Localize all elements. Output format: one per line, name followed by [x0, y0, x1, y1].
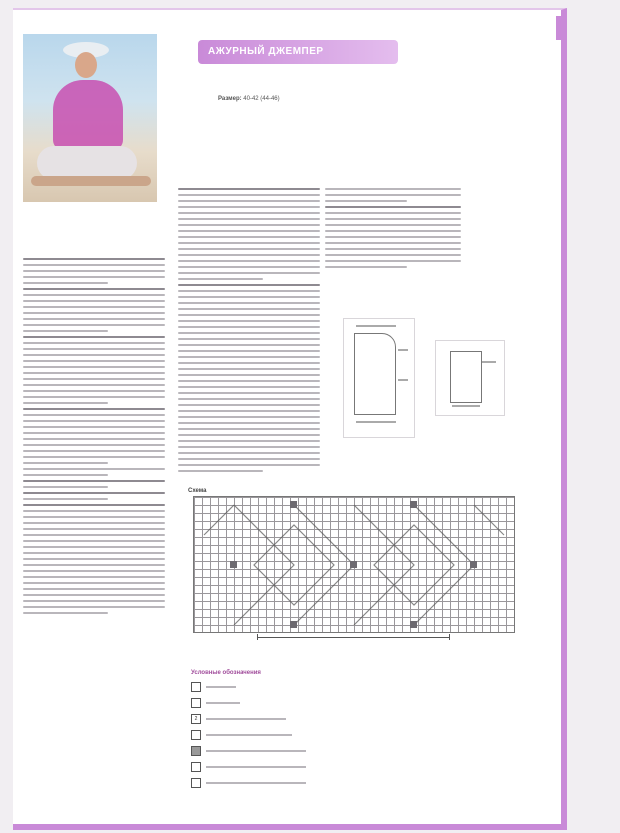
size-value: 40-42 (44-46): [243, 96, 280, 102]
text-column-right: [325, 188, 461, 272]
text-column-middle: [178, 188, 320, 476]
legend-symbol: [191, 682, 201, 692]
size-label: Размер:: [218, 96, 242, 102]
legend-symbol: [191, 746, 201, 756]
head-shape: [75, 52, 97, 78]
front-piece-shape: [354, 333, 396, 415]
magazine-page: [13, 8, 567, 830]
model-photo: [23, 34, 157, 202]
legend-row: [191, 682, 331, 692]
legend-row: [191, 778, 331, 788]
legend-row: [191, 698, 331, 708]
legend-symbol: [191, 698, 201, 708]
legend-row: [191, 762, 331, 772]
legend-symbol: [191, 762, 201, 772]
legend-row: [191, 746, 331, 756]
jumper-shape: [53, 80, 123, 150]
legend-row: [191, 714, 331, 724]
sand-shape: [31, 176, 151, 186]
article-title: АЖУРНЫЙ ДЖЕМПЕР: [198, 40, 398, 64]
legend-symbol: [191, 730, 201, 740]
legend-symbol: 2: [191, 714, 201, 724]
knitting-chart-grid: [193, 496, 515, 633]
size-line: [218, 96, 280, 102]
symbol-legend: [191, 670, 331, 794]
sleeve-pattern-diagram: [435, 340, 505, 416]
sleeve-piece-shape: [450, 351, 482, 403]
chart-label: Схема: [188, 488, 207, 494]
front-pattern-diagram: [343, 318, 415, 438]
legs-shape: [37, 146, 137, 180]
legend-row: [191, 730, 331, 740]
chart-repeat-axis: [193, 634, 513, 644]
text-column-left: [23, 258, 165, 618]
legend-title: Условные обозначения: [191, 670, 261, 676]
legend-symbol: [191, 778, 201, 788]
page-edge-tab: [556, 16, 561, 40]
chart-pattern-lines: [194, 497, 514, 632]
